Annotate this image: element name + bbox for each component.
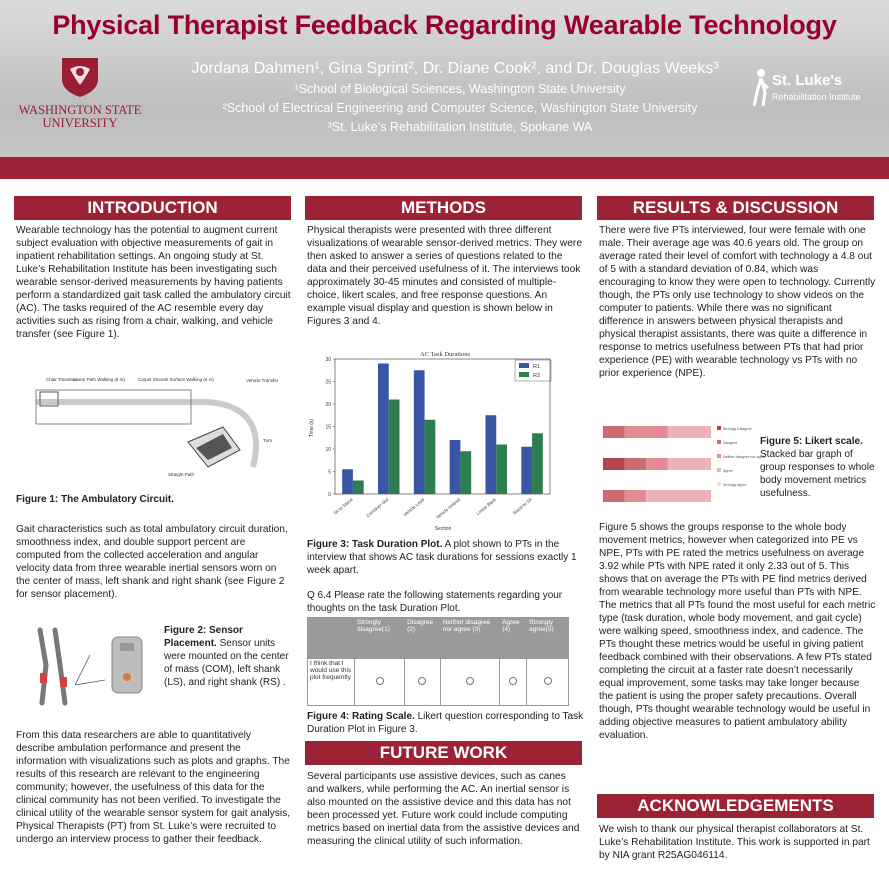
legend-swatch-R1 xyxy=(519,363,529,368)
poster-authors: Jordana Dahmen¹, Gina Sprint², Dr. Diane Cook², and Dr. Douglas Weeks³ xyxy=(191,60,719,77)
figure-3-caption xyxy=(307,538,584,577)
fig1-label-chair: Chair Transition xyxy=(46,377,78,382)
person-figure-icon xyxy=(752,68,770,108)
figure-2-caption-bold: Figure 2: Sensor Placement. xyxy=(164,625,243,649)
bar-R2-1 xyxy=(389,400,400,495)
figure-4-caption-text: Likert question corresponding to Task Duration Plot in Figure 3. xyxy=(307,711,584,735)
likert-header-1: Strongly disagree(1) xyxy=(355,618,405,659)
likert-stacked-chart xyxy=(597,420,766,516)
bar-R2-2 xyxy=(425,420,436,494)
likert-legend-label-1: Disagree xyxy=(723,441,738,445)
figure-5-caption-text: Stacked bar graph of group responses to whole body movement metrics usefulness. xyxy=(760,449,875,499)
fig1-label-vehicle: Vehicle Transfer xyxy=(246,378,279,383)
likert-header-5: Strongly agree(5) xyxy=(527,618,569,659)
bar-R2-0 xyxy=(353,481,364,495)
methods-heading: METHODS xyxy=(305,196,582,220)
introduction-paragraph-3: From this data researchers are able to quantitatively describe ambulation performance and present the information with visualizations such as plots and graphs. The results of this research are relevant to the engineering community; however, the usefulness of this data for the clinical community has not been verified. To investigate the clinical utility of the wearable sensor system for gait analysis, Physical Therapists (PT) from St. Luke’s were recruited to undergo an interview process to gather their feedback. xyxy=(16,730,291,845)
likert-radio-5[interactable] xyxy=(544,677,552,685)
y-tick-label-5: 25 xyxy=(325,379,331,386)
likert-legend-label-2: Neither disagree nor agree xyxy=(723,455,766,459)
figure-4-caption-bold: Figure 4: Rating Scale. xyxy=(307,711,415,722)
y-tick-label-6: 30 xyxy=(325,357,331,363)
y-tick-label-0: 0 xyxy=(328,492,331,498)
x-tick-label-0: Sit to Stand xyxy=(332,496,354,516)
bar-R1-5 xyxy=(521,447,532,494)
results-paragraph-1: There were five PTs interviewed, four were female with one male. Their average age was 40.6 years old. The group on average rated their level of comfort with technology a 4.8 out of 5 with a standard deviation of 0.84, which was encouraging to know they were open to technology. Currently though, the PTs only use technology to show videos on the computer to patients. While there was no significant difference in answers between physical therapists and physical therapist assistants, there was quite a difference in response to metrics usefulness between PTs that had prior experience (PE) with wearable technology vs PTs with no prior experience (NPE). xyxy=(599,225,876,379)
bar-R2-5 xyxy=(532,433,543,494)
likert-legend-swatch-2 xyxy=(717,454,721,458)
x-tick-label-5: Stand to Sit xyxy=(511,496,533,516)
likert-row-1-seg-0 xyxy=(603,458,625,470)
legend-label-R2: R2 xyxy=(533,373,541,379)
chart-xlabel: Section xyxy=(434,526,452,532)
wsu-logo-line1: WASHINGTON STATE xyxy=(18,103,142,117)
wsu-shield-icon xyxy=(58,55,102,99)
likert-header-3: Neither disagree nor agree (3) xyxy=(440,618,499,659)
introduction-paragraph-1: Wearable technology has the potential to augment current subject evaluation with objective measurements of gait in inpatient rehabilitation settings. An ongoing study at St. Luke’s Rehabilitation Institute has been investigating such wearable sensor-derived measurements by having patients perform a standardized gait task called the ambulatory circuit (AC). The tasks required of the AC resemble every day activities such as rising from a chair, walking, and vehicle transfer (see Figure 1). xyxy=(16,225,291,340)
figure-4-caption xyxy=(307,710,584,736)
x-tick-label-4: Linear Back xyxy=(475,496,497,517)
poster-header xyxy=(0,0,889,157)
likert-row-0-seg-3 xyxy=(668,426,711,438)
figure-2-caption-text: Sensor units were mounted on the center of mass (COM), left shank (LS), and right shank (RS) . xyxy=(164,638,289,688)
bar-R2-3 xyxy=(460,451,471,494)
likert-header-2: Disagree (2) xyxy=(405,618,441,659)
likert-row-0-seg-1 xyxy=(603,426,625,438)
y-tick-label-1: 5 xyxy=(328,469,331,476)
fig1-label-linear: Linear Path Walking (6 m) xyxy=(73,377,125,382)
likert-row-1-seg-3 xyxy=(668,458,711,470)
likert-row-label: I think that I would use this plot frequently xyxy=(308,659,355,706)
stlukes-subtitle: Rehabilitation Institute xyxy=(772,92,861,102)
bar-R1-0 xyxy=(342,469,353,494)
bar-R1-3 xyxy=(450,440,461,494)
introduction-paragraph-2: Gait characteristics such as total ambulatory circuit duration, smoothness index, and double support percent are computed from the collected acceleration and angular velocity data from three wearable inertial sensors worn on the center of mass, left shank and right shank (see Figure 2 for sensor placement). xyxy=(16,524,288,600)
fig1-label-carpet: Carpet Smooth Surface Walking (6 m) xyxy=(138,377,214,382)
likert-legend-label-4: Strongly agree xyxy=(723,483,747,487)
fig1-label-turn: Turn xyxy=(263,438,273,443)
likert-row-2-seg-3 xyxy=(646,490,711,502)
likert-question-table xyxy=(307,617,569,706)
likert-radio-4[interactable] xyxy=(509,677,517,685)
likert-legend-swatch-3 xyxy=(717,468,721,472)
affiliation-2: ²School of Electrical Engineering and Computer Science, Washington State University xyxy=(222,101,698,115)
likert-radio-1[interactable] xyxy=(376,677,384,685)
methods-paragraph-1: Physical therapists were presented with three different visualizations of wearable sensor-derived metrics. They were then asked to answer a series of questions related to the data and their perceived usefulness of it. The interviews took approximately 30-45 minutes and consisted of multiple-choice, likert scales, and free response questions. An example visual display and question is shown below in Figures 3 and 4. xyxy=(307,225,582,327)
fig1-label-straight: Straight Path xyxy=(168,472,195,477)
ambulatory-circuit-figure xyxy=(18,372,288,484)
likert-radio-3[interactable] xyxy=(466,677,474,685)
legend-swatch-R2 xyxy=(519,372,529,377)
sensor-placement-figure xyxy=(20,625,160,707)
figure-3-caption-bold: Figure 3: Task Duration Plot. xyxy=(307,539,443,550)
likert-row-1-seg-1 xyxy=(625,458,647,470)
bar-R1-4 xyxy=(486,415,497,494)
acknowledgements-paragraph: We wish to thank our physical therapist collaborators at St. Luke’s Rehabilitation Institute. This work is supported in part by NIA grant R25AG046114. xyxy=(599,824,870,861)
likert-legend-label-3: Agree xyxy=(723,469,733,473)
results-paragraph-2: Figure 5 shows the groups response to the whole body movement metrics, however when categorized into PE vs NPE, PTs with PE rated the metrics usefulness on average 3.92 while PTs with NPE rated it only 2.33 out of 5. This shows that on average the PTs with PE find metrics derived from wearable technology more useful than PTs with NPE. The metrics that all PTs found the most useful for each metric type (task duration, whole body movement, and gait cycle) were walking speed, smoothness index, and cadence. The PTs thought these metrics would be useful in giving patient feedback combined with their observations. A few PTs stated completing the circuit at a faster rate doesn’t necessarily equal improvement, some tasks may take longer because the patient is using the proper safety precautions. Overall though, PTs thought wearable technology would be useful in adding objective measures to patient ambulatory ability evaluation. xyxy=(599,522,876,741)
figure-5-caption xyxy=(760,435,878,500)
x-tick-label-2: Vehicle Load xyxy=(402,496,426,518)
figure-1-caption: Figure 1: The Ambulatory Circuit. xyxy=(16,494,174,505)
likert-header-4: Agree (4) xyxy=(500,618,527,659)
affiliation-3: ³St. Luke’s Rehabilitation Institute, Spokane WA xyxy=(327,120,593,134)
future-work-heading: FUTURE WORK xyxy=(305,741,582,765)
bar-R1-2 xyxy=(414,370,425,494)
introduction-heading: INTRODUCTION xyxy=(14,196,291,220)
likert-row-0-seg-2 xyxy=(625,426,668,438)
likert-row-1-seg-2 xyxy=(646,458,668,470)
future-work-paragraph: Several participants use assistive devices, such as canes and walkers, while performing the AC. An inertial sensor is also mounted on the assistive device and this data has not been processed yet. Future work could include computing metrics based on inertial data from the assistive devices and measuring the clinical utility of such information. xyxy=(307,771,580,847)
chart-title: AC Task Durations xyxy=(420,351,470,358)
figure-5-caption-bold: Figure 5: Likert scale. xyxy=(760,436,863,447)
x-tick-label-1: Corridoor Out xyxy=(365,496,390,519)
likert-legend-swatch-4 xyxy=(717,482,721,486)
legend-label-R1: R1 xyxy=(533,364,541,370)
likert-radio-2[interactable] xyxy=(418,677,426,685)
likert-question: Q 6.4 Please rate the following statements regarding your thoughts on the task Duration Plot. xyxy=(307,590,563,614)
bar-R1-1 xyxy=(378,364,389,495)
bar-R2-4 xyxy=(496,445,507,495)
likert-legend-swatch-0 xyxy=(717,426,721,430)
likert-legend-label-0: Strongly Disagree xyxy=(723,427,752,431)
likert-row-2-seg-1 xyxy=(603,490,625,502)
likert-stacked-svg xyxy=(597,420,766,516)
chart-plot-area xyxy=(335,359,550,494)
task-duration-svg xyxy=(305,344,560,534)
figure-2-caption xyxy=(164,624,292,689)
y-tick-label-2: 10 xyxy=(325,447,331,453)
likert-header-blank xyxy=(308,618,355,659)
wsu-logo-line2: UNIVERSITY xyxy=(42,116,118,130)
likert-row-2-seg-2 xyxy=(625,490,647,502)
y-tick-label-4: 20 xyxy=(325,402,331,408)
affiliation-1: ¹School of Biological Sciences, Washington State University xyxy=(294,82,626,96)
y-tick-label-3: 15 xyxy=(325,424,331,431)
x-tick-label-3: Vehicle Unload xyxy=(434,496,462,521)
results-heading: RESULTS & DISCUSSION xyxy=(597,196,874,220)
poster-title: Physical Therapist Feedback Regarding Wearable Technology xyxy=(52,10,837,40)
stlukes-name: St. Luke's xyxy=(772,72,843,89)
task-duration-chart xyxy=(305,344,560,534)
chart-ylabel: Time (s) xyxy=(309,418,315,438)
acknowledgements-heading: ACKNOWLEDGEMENTS xyxy=(597,794,874,818)
figure-3-caption-text: A plot shown to PTs in the interview that shows AC task durations for sessions exactly 1 week apart. xyxy=(307,539,577,576)
likert-legend-swatch-1 xyxy=(717,440,721,444)
header-band xyxy=(0,157,889,179)
